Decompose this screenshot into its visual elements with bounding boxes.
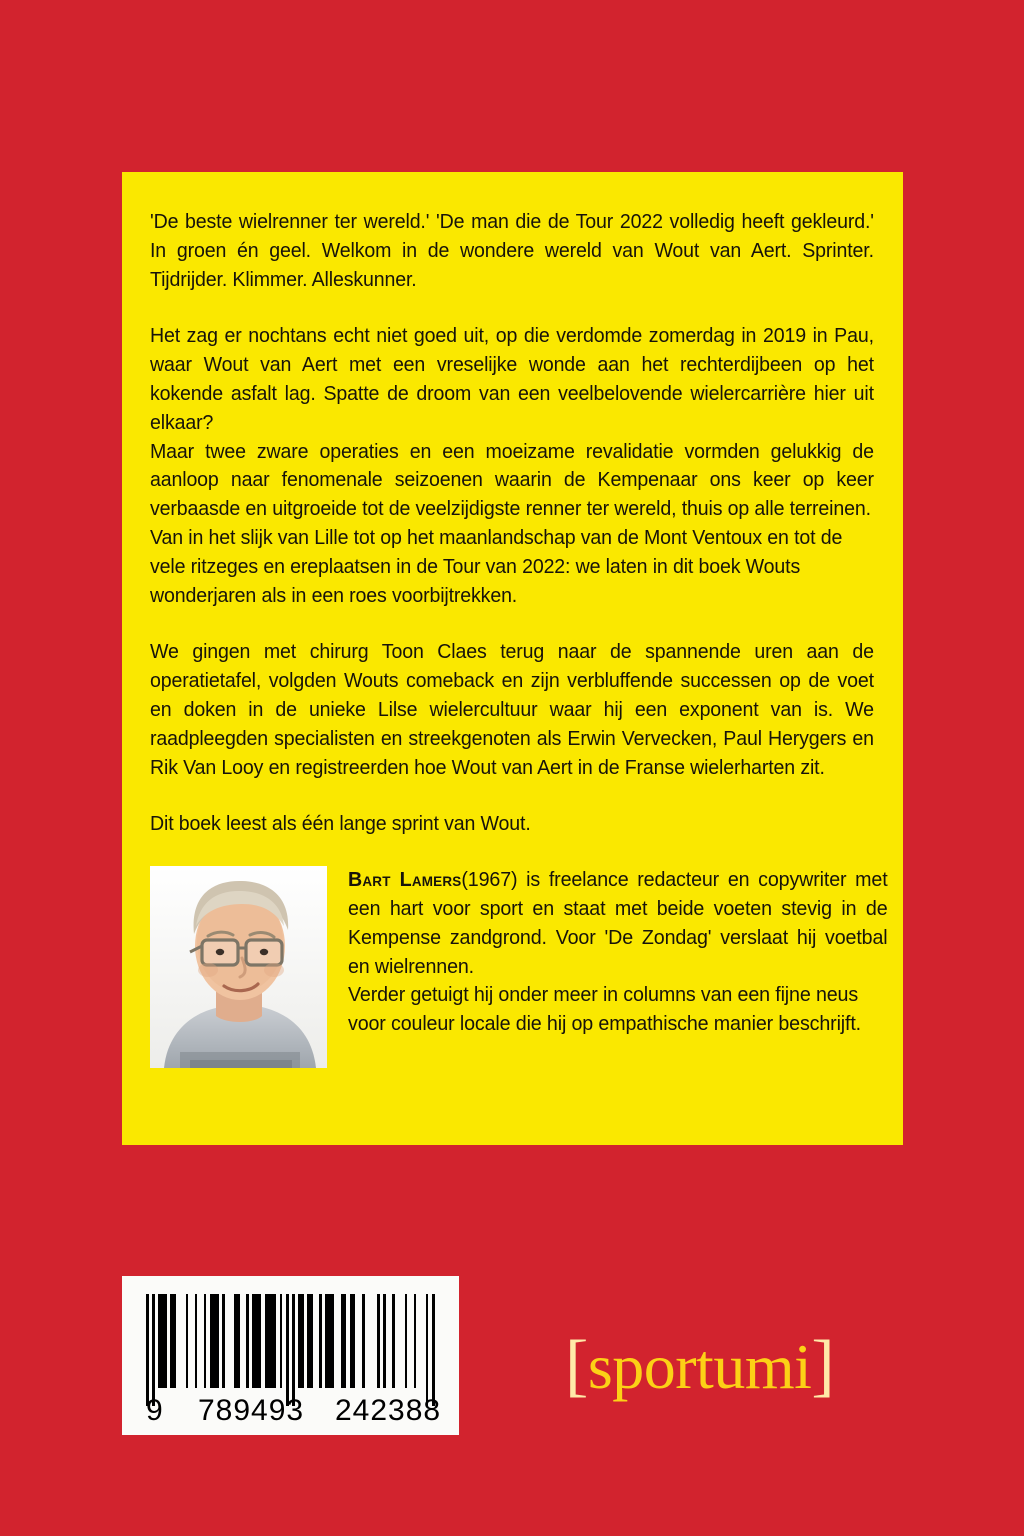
barcode-bar — [325, 1294, 334, 1388]
paragraph-spacer — [150, 294, 874, 322]
author-bio-paragraph-2: Verder getuigt hij onder meer in columns van een fijne neus voor couleur locale die hij op empathische manier beschrijft. — [348, 983, 862, 1036]
barcode-bar — [319, 1294, 322, 1388]
barcode-bars — [146, 1294, 435, 1394]
logo-bracket-open: [ — [565, 1327, 588, 1404]
blurb-paragraph-crash: Het zag er nochtans echt niet goed uit, op die verdomde zomerdag in 2019 in Pau, waar Wout van Aert met een vreselijke wonde aan het rechterdijbeen op het kokende asfalt lag. Spatte de droom van een veelbelovende wielercarrière hier uit elkaar? — [150, 324, 874, 434]
blurb-panel — [122, 172, 903, 1145]
barcode-digit-group-0: 9 — [146, 1394, 164, 1427]
barcode-bar — [210, 1294, 219, 1388]
blurb-text — [150, 208, 874, 839]
barcode-bar — [252, 1294, 261, 1388]
barcode-bar — [292, 1294, 295, 1406]
barcode-bar — [432, 1294, 435, 1406]
author-portrait-illustration — [150, 866, 327, 1068]
author-bio-paragraph-1 — [348, 866, 888, 981]
barcode-bar — [280, 1294, 283, 1388]
barcode-digit-group-2: 242388 — [335, 1394, 442, 1427]
barcode-bar — [341, 1294, 347, 1388]
blurb-paragraph-recovery: Maar twee zware operaties en een moeizame revalidatie vormden gelukkig de aanloop naar fenomenale seizoenen waarin de Kempenaar ons keer op keer verbaasde en uitgroeide tot de veelzijdigste renner ter wereld, thuis op alle terreinen. — [150, 439, 874, 521]
barcode-digit-group-1: 789493 — [198, 1394, 305, 1427]
paragraph-spacer — [150, 610, 874, 638]
author-name: Bart Lamers — [348, 868, 462, 892]
barcode-bar — [414, 1294, 417, 1388]
barcode-bar — [146, 1294, 149, 1406]
blurb-paragraph-tour: Van in het slijk van Lille tot op het maanlandschap van de Mont Ventoux en tot de vele ritzeges en ereplaatsen in de Tour van 2022: we laten in dit boek Wouts wonderjaren als in een roes voorbijtrekken. — [150, 525, 843, 607]
barcode-bar — [350, 1294, 356, 1388]
barcode-bar — [158, 1294, 167, 1388]
barcode-digits — [140, 1394, 441, 1428]
barcode-bar — [362, 1294, 365, 1388]
barcode-bar — [222, 1294, 225, 1388]
barcode-bar — [234, 1294, 240, 1388]
barcode-bar — [195, 1294, 198, 1388]
barcode-bar — [152, 1294, 155, 1406]
barcode-bar — [186, 1294, 189, 1388]
barcode-bar — [298, 1294, 304, 1388]
author-portrait-photo — [150, 866, 327, 1068]
logo-bracket-close: ] — [811, 1327, 835, 1404]
barcode-bar — [170, 1294, 176, 1388]
blurb-paragraph-interviews: We gingen met chirurg Toon Claes terug naar de spannende uren aan de operatietafel, volgden Wouts comeback en zijn verbluffende successen op de voet en doken in de unieke Lilse wielercultuur waar hij een exponent van is. We raadpleegden specialisten en streekgenoten als Erwin Vervecken, Paul Herygers en Rik Van Looy en registreerden hoe Wout van Aert in de Franse wielerharten zit. — [150, 640, 874, 779]
author-birth-year: (1967) — [461, 868, 518, 892]
author-bio-block — [150, 866, 888, 1074]
barcode-bar — [307, 1294, 313, 1388]
barcode-bar — [392, 1294, 395, 1388]
barcode-bar — [405, 1294, 408, 1388]
blurb-paragraph-intro: 'De beste wielrenner ter wereld.' 'De man die de Tour 2022 volledig heeft gekleurd.' In groen én geel. Welkom in de wondere wereld van Wout van Aert. Sprinter. Tijdrijder. Klimmer. Alleskunner. — [150, 210, 874, 291]
barcode-bar — [246, 1294, 249, 1388]
barcode-bar — [383, 1294, 386, 1388]
barcode-bar — [377, 1294, 380, 1388]
barcode-bar — [286, 1294, 289, 1406]
blurb-paragraph-closing: Dit boek leest als één lange sprint van Wout. — [150, 812, 531, 836]
barcode-bar — [265, 1294, 277, 1388]
publisher-logo — [565, 1328, 834, 1405]
paragraph-spacer — [150, 782, 874, 810]
author-bio-first: is freelance redacteur en copywriter met een hart voor sport en staat met beide voeten stevig in de Kempense zandgrond. Voor 'De Zondag' verslaat hij voetbal en wielrennen. — [348, 868, 888, 978]
isbn-barcode — [122, 1276, 459, 1435]
barcode-bar — [426, 1294, 429, 1406]
author-bio-text — [348, 866, 888, 1039]
logo-name: sportumi — [587, 1331, 812, 1402]
barcode-bar — [204, 1294, 207, 1388]
